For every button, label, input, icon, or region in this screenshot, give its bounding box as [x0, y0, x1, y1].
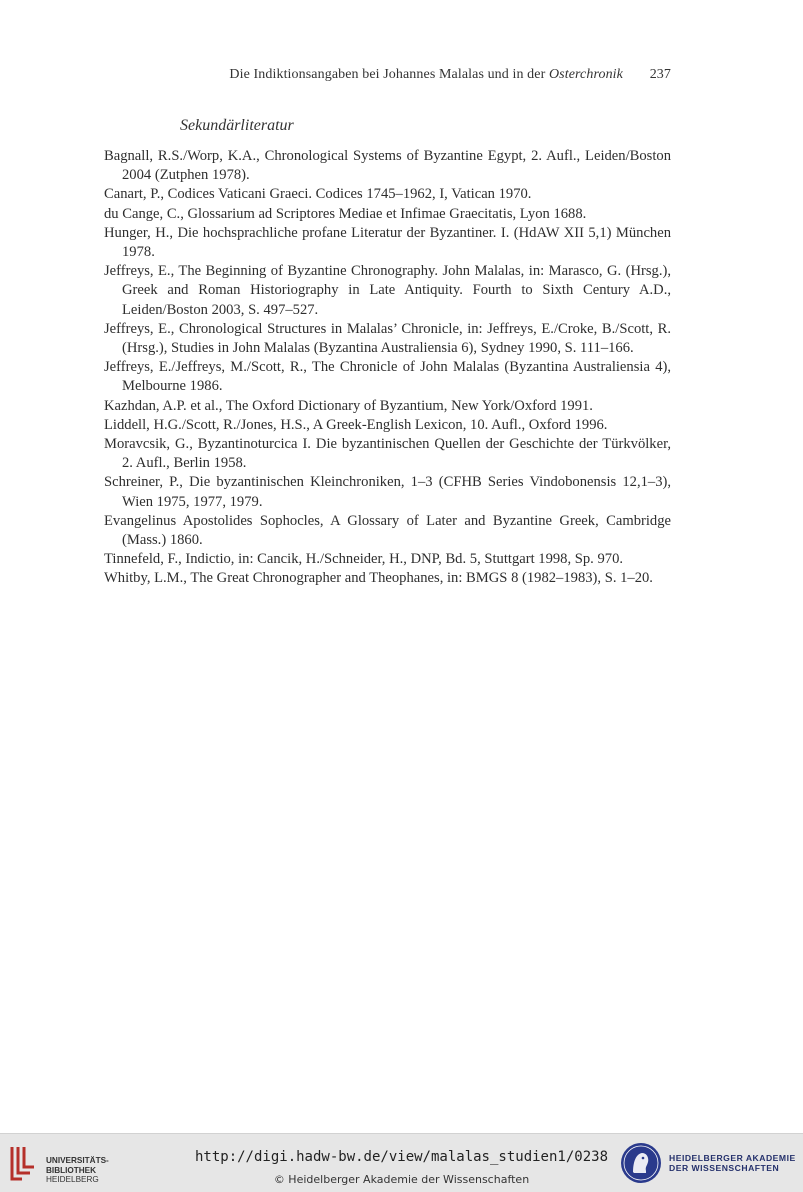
- footer-bar: [0, 1133, 803, 1192]
- section-heading: Sekundärliteratur: [180, 117, 294, 134]
- running-head: [104, 67, 671, 83]
- bibliography-entry: Kazhdan, A.P. et al., The Oxford Dictionary of Byzantium, New York/Oxford 1991.: [104, 397, 593, 414]
- ub-logo-text: UNIVERSITÄTS- BIBLIOTHEK HEIDELBERG: [46, 1156, 109, 1184]
- academy-logo[interactable]: [620, 1142, 800, 1184]
- running-head-title: Die Indiktionsangaben bei Johannes Malalas und in der Osterchronik: [229, 67, 623, 82]
- bibliography-entry: Jeffreys, E./Jeffreys, M./Scott, R., The Chronicle of John Malalas (Byzantina Australiensia 4), Melbourne 1986.: [104, 359, 671, 395]
- bibliography-list: [104, 147, 671, 589]
- bibliography-entry: Moravcsik, G., Byzantinoturcica I. Die byzantinischen Quellen der Geschichte der Türkvölker, 2. Aufl., Berlin 1958.: [104, 436, 671, 472]
- academy-logo-text: HEIDELBERGER AKADEMIE DER WISSENSCHAFTEN: [669, 1153, 796, 1173]
- bibliography-entry: Jeffreys, E., The Beginning of Byzantine Chronography. John Malalas, in: Marasco, G. (Hrsg.), Greek and Roman Historiography in Late Antiquity. Fourth to Sixth Century A.D., Leiden/Boston 2003, S. 497–527.: [104, 263, 671, 318]
- academy-seal-icon: [620, 1142, 662, 1184]
- bibliography-entry: Jeffreys, E., Chronological Structures in Malalas’ Chronicle, in: Jeffreys, E./Croke, B./Scott, R. (Hrsg.), Studies in John Malalas (Byzantina Australiensia 6), Sydney 1990, S. 111–166.: [104, 320, 671, 357]
- bibliography-entry: du Cange, C., Glossarium ad Scriptores Mediae et Infimae Graecitatis, Lyon 1688.: [104, 205, 587, 222]
- bibliography-entry: Bagnall, R.S./Worp, K.A., Chronological Systems of Byzantine Egypt, 2. Aufl., Leiden/Boston 2004 (Zutphen 1978).: [104, 148, 671, 184]
- bibliography-entry: Whitby, L.M., The Great Chronographer and Theophanes, in: BMGS 8 (1982–1983), S. 1–20.: [104, 570, 653, 587]
- bibliography-entry: Canart, P., Codices Vaticani Graeci. Codices 1745–1962, I, Vatican 1970.: [104, 186, 532, 203]
- copyright-notice: © Heidelberger Akademie der Wissenschaften: [273, 1173, 530, 1186]
- page-number: 237: [649, 67, 671, 82]
- bibliography-entry: Hunger, H., Die hochsprachliche profane Literatur der Byzantiner. I. (HdAW XII 5,1) München 1978.: [104, 224, 671, 261]
- bibliography-entry: Tinnefeld, F., Indictio, in: Cancik, H./Schneider, H., DNP, Bd. 5, Stuttgart 1998, Sp. 970.: [104, 551, 624, 568]
- bibliography-entry: Liddell, H.G./Scott, R./Jones, H.S., A Greek-English Lexicon, 10. Aufl., Oxford 1996.: [104, 416, 608, 433]
- source-url-link[interactable]: http://digi.hadw-bw.de/view/malalas_studien1/0238: [194, 1149, 608, 1165]
- bibliography-entry: Evangelinus Apostolides Sophocles, A Glossary of Later and Byzantine Greek, Cambridge (Mass.) 1860.: [104, 512, 671, 549]
- bibliography-entry: Schreiner, P., Die byzantinischen Kleinchroniken, 1–3 (CFHB Series Vindobonensis 12,1–3), Wien 1975, 1977, 1979.: [104, 474, 671, 510]
- running-head-italic: Osterchronik: [548, 67, 623, 82]
